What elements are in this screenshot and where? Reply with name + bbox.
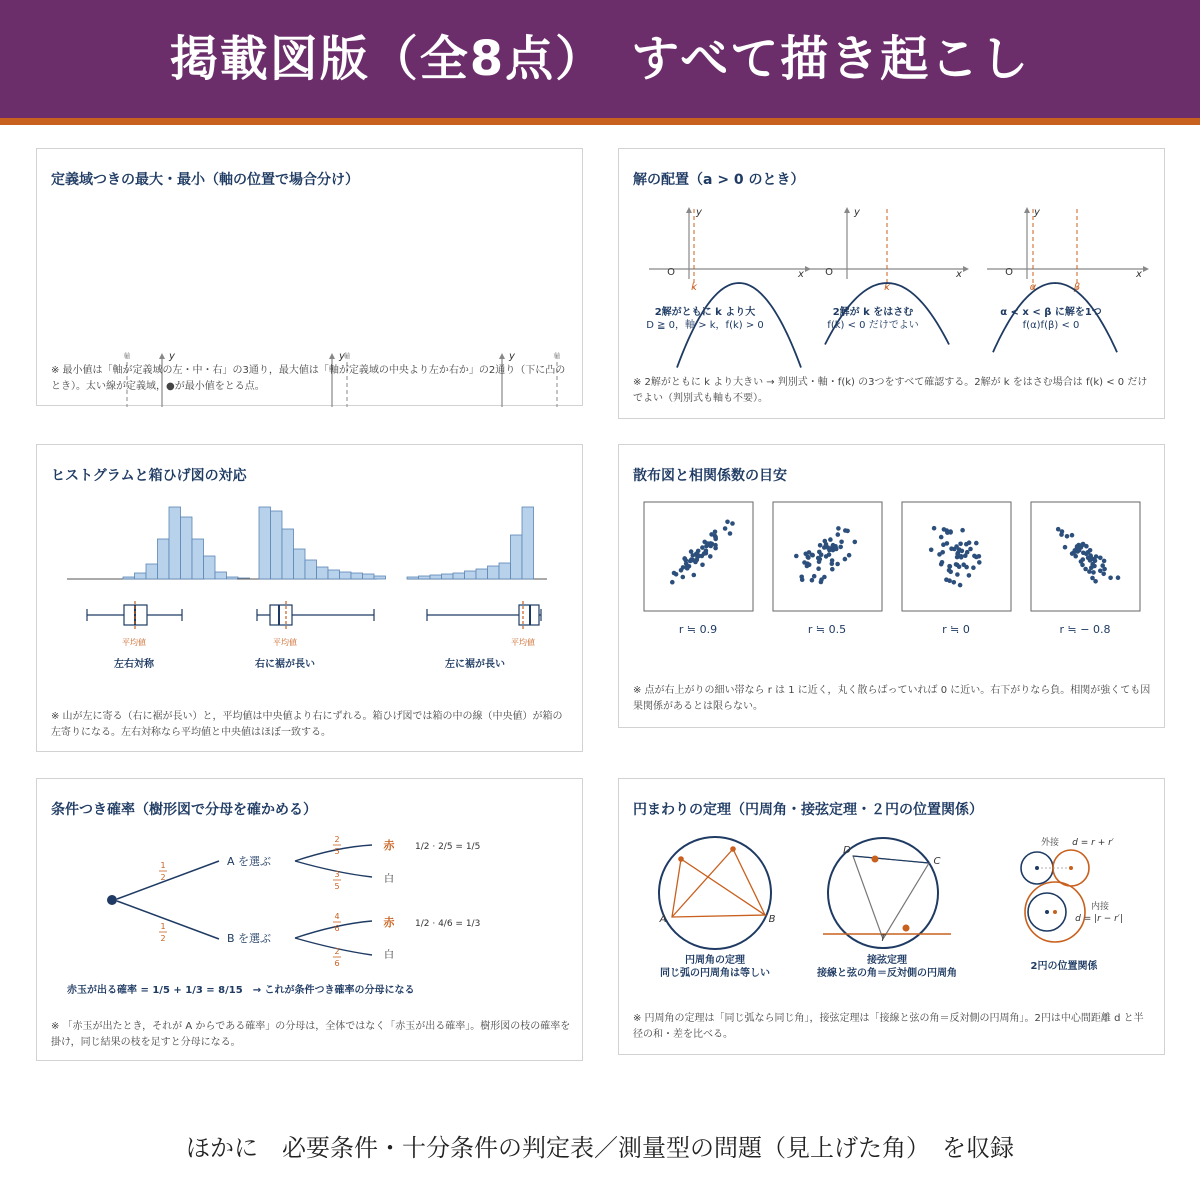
origin-label: O [667,267,675,278]
page-title: 掲載図版（全8点） すべて描き起こし [169,31,1031,87]
scatter-point [839,540,844,545]
y-axis-arrow [686,207,692,213]
caption-line-2: 同じ弧の円周角は等しい [660,968,770,979]
scatter-point [1083,567,1088,572]
card-note: ※ 最小値は「軸が定義域の左・中・右」の3通り，最大値は「軸が定義域の中央より左か右か」の2通り（下に凸のとき）。太い線が定義域，●が最小値をとる点。 [51,365,566,392]
scatter-point [702,540,707,545]
scatter-point [1063,545,1068,550]
branch-a-line [117,861,219,899]
scatter-point [845,529,850,534]
outcome-red-a: 赤 [383,839,395,852]
scatter-point [830,567,835,572]
scatter-point [1102,559,1107,564]
scatter-point [696,549,701,554]
scatter-point [835,562,840,567]
y-axis-arrow [1024,207,1030,213]
center-point [1069,866,1073,870]
origin-label: O [825,267,833,278]
scatter-point [692,573,697,578]
scatter-point [802,560,807,565]
tree-root-node [107,895,117,905]
histogram-caption: 右に裾が長い [255,659,315,670]
prob-a-numerator: 1 [160,861,166,870]
prob-b-white-numerator: 2 [334,947,340,956]
correlation-label: r ≒ 0.5 [807,623,847,636]
y-axis-label: y [339,351,345,362]
axis-of-symmetry-label: 軸 [343,352,351,360]
x-axis-label: x [956,269,962,280]
card-note: ※ 2解がともに k より大きい → 判別式・軸・f(k) の3つをすべて確認する。2解が k をはさむ場合は f(k) < 0 だけでよい（判別式も軸も不要）。 [633,377,1148,404]
prob-b-red-denominator: 6 [334,924,340,933]
scatter-point [843,557,848,562]
histogram-bar [499,563,511,579]
scatter-point [940,560,945,565]
scatter-point [947,564,952,569]
x-axis-label: x [798,269,804,280]
histogram-bar [215,572,227,579]
histogram-bar [158,539,170,579]
scatter-point [1065,534,1070,539]
y-axis-label: y [854,207,860,218]
x-axis-label: x [1136,269,1142,280]
marker-label: α [1029,282,1037,293]
histogram-bar [181,517,193,579]
card-note: ※ 円周角の定理は「同じ弧なら同じ角」，接弦定理は「接線と弦の角＝反対側の円周角」。2円は中心間距離 d と半径の和・差を比べる。 [633,1013,1144,1040]
scatter-point [1102,567,1107,572]
scatter-point [972,554,977,559]
scatter-point [697,554,702,559]
histogram-bar [192,539,204,579]
histogram-bar [465,571,477,579]
histogram-figure [37,445,584,753]
scatter-point [942,527,947,532]
scatter-point [834,546,839,551]
card-note: ※ 山が左に寄る（右に裾が長い）と，平均値は中央値より右にずれる。箱ひげ図では箱の中の線（中央値）が箱の左寄りになる。左右対称なら平均値と中央値はほぼ一致する。 [51,711,563,738]
scatter-point [713,537,718,542]
scatter-point [977,560,982,565]
scatter-point [810,553,815,558]
card-title: 散布図と相関係数の目安 [633,468,787,484]
y-axis-arrow [844,207,850,213]
y-axis-label: y [509,351,515,362]
scatter-point [1070,533,1075,538]
scatter-point [1108,576,1113,581]
scatter-point [1094,554,1099,559]
histogram-bar [294,549,306,579]
card-minmax [36,148,583,406]
scatter-point [679,568,684,573]
outcome-white-a: 白 [384,874,394,885]
caption-line-1: 2解がともに k より大 [654,307,756,318]
card-title: 解の配置（a > 0 のとき） [633,172,805,188]
histogram-bar [227,577,239,579]
histogram-bar [317,567,329,579]
axis-of-symmetry-label: 軸 [553,352,561,360]
histogram-bar [374,576,386,579]
scatter-point [1075,544,1080,549]
caption-line-2: f(k) < 0 だけでよい [827,320,919,331]
scatter-point [1073,554,1078,559]
card-title: 定義域つきの最大・最小（軸の位置で場合分け） [51,172,359,188]
histogram-caption: 左右対称 [114,659,154,670]
histogram-bar [305,560,317,579]
scatter-frame [1031,502,1140,611]
y-axis-label: y [169,351,175,362]
angle-marker [872,856,879,863]
center-point [1053,910,1057,914]
scatter-point [1073,548,1078,553]
scatter-point [960,549,965,554]
scatter-point [828,537,833,542]
prob-a-denominator: 2 [160,873,166,882]
card-probability [36,778,583,1061]
correlation-label: r ≒ 0 [942,623,970,636]
histogram-bar [453,573,465,579]
scatter-point [709,532,714,537]
scatter-point [1059,532,1064,537]
point-c-label: C [933,856,941,867]
card-title: 条件つき確率（樹形図で分母を確かめる） [51,802,317,818]
scatter-point [1056,527,1061,532]
scatter-point [730,521,735,526]
chord-dc [853,856,929,863]
scatter-point [1090,576,1095,581]
scatter-point [958,542,963,547]
scatter-point [974,541,979,546]
probability-summary: 赤玉が出る確率 = 1/5 + 1/3 = 8/15 → これが条件つき確率の分母になる [67,985,415,996]
scatter-point [958,583,963,588]
outer-tangent-label: 外接 [1040,838,1060,848]
scatter-point [967,573,972,578]
histogram-bar [204,556,216,579]
scatter-point [817,550,822,555]
point-b-label: B [768,914,776,925]
histogram-bar [430,575,442,579]
histogram-bar [407,577,419,579]
point-t-label: T [880,934,886,944]
scatter-point [807,563,812,568]
scatter-point [818,543,823,548]
histogram-bar [488,566,500,579]
histogram-bar [363,574,375,579]
inner-tangent-equation: d = |r − r′| [1075,914,1123,924]
scatter-point [725,520,730,525]
card-histogram [36,444,583,752]
scatter-point [1087,569,1092,574]
histogram-bar [259,507,271,579]
scatter-point [827,552,832,557]
scatter-point [971,565,976,570]
scatter-point [929,548,934,553]
x-axis-arrow [963,266,969,272]
scatter-point [704,548,709,553]
histogram-bar [442,574,454,579]
scatter-point [1092,564,1097,569]
scatter-point [964,565,969,570]
card-scatter [618,444,1165,728]
center-point [1045,910,1049,914]
scatter-point [947,568,952,573]
histogram-bar [351,573,363,579]
scatter-point [691,558,696,563]
scatter-point [812,574,817,579]
card-roots [618,148,1165,419]
header-accent-line [0,118,1200,125]
scatter-point [723,526,728,531]
scatter-point [1080,543,1085,548]
inscribed-angle-lines [672,849,765,917]
outcome-white-b: 白 [384,950,394,961]
scatter-point [830,558,835,563]
prob-a-white-denominator: 5 [334,882,340,891]
scatter-point [672,571,677,576]
inner-tangent-label: 内接 [1090,902,1110,912]
scatter-point [819,577,824,582]
scatter-point [700,563,705,568]
caption-line-2: 接線と弦の角＝反対側の円周角 [817,968,957,979]
y-axis-arrow [499,353,505,359]
card-title: 円まわりの定理（円周角・接弦定理・２円の位置関係） [633,802,983,818]
node-a-label: A を選ぶ [226,855,272,868]
marker-label: β [1073,282,1081,293]
scatter-point [800,577,805,582]
scatter-point [932,526,937,531]
scatter-point [939,535,944,540]
scatter-point [853,540,858,545]
scatter-point [968,547,973,552]
histogram-bar [282,529,294,579]
scatter-point [967,540,972,545]
scatter-point [794,554,799,559]
scatter-point [824,542,829,547]
scatter-point [728,531,733,536]
scatter-point [700,545,705,550]
scatter-point [1088,548,1093,553]
scatter-point [689,549,694,554]
outer-tangent-equation: d = r + r′ [1072,838,1114,848]
histogram-bar [511,535,523,579]
scatter-point [955,572,960,577]
marker-label: k [884,282,890,293]
histogram-bar [328,570,340,579]
histogram-bar [340,572,352,579]
scatter-point [1098,569,1103,574]
scatter-point [963,553,968,558]
caption-line-2: D ≧ 0，軸 > k，f(k) > 0 [646,320,764,331]
histogram-bar [271,511,283,579]
box [270,605,292,625]
scatter-point [1093,558,1098,563]
outcome-red-b: 赤 [383,916,395,929]
scatter-point [708,554,713,559]
card-title: ヒストグラムと箱ひげ図の対応 [51,468,247,484]
scatter-point [682,556,687,561]
histogram-bar [135,573,147,579]
scatter-point [1089,555,1094,560]
histogram-bar [476,569,488,579]
y-axis-arrow [329,353,335,359]
scatter-point [940,550,945,555]
footer-text: ほかに 必要条件・十分条件の判定表／測量型の問題（見上げた角） を収録 [186,1134,1014,1162]
caption-line-1: 2解が k をはさむ [832,307,914,318]
caption-line-1: 円周角の定理 [685,955,745,966]
scatter-point [710,542,715,547]
histogram-bar [522,507,534,579]
histogram-bar [146,564,158,579]
x-axis-arrow [1143,266,1149,272]
prob-b-denominator: 2 [160,934,166,943]
scatter-point [952,580,957,585]
y-axis-label: y [696,207,702,218]
prob-a-white-numerator: 3 [334,870,340,879]
histogram-bar [419,576,431,579]
prob-b-white-denominator: 6 [334,959,340,968]
y-axis-label: y [1034,207,1040,218]
chord-triangle [853,856,929,939]
vertex-point [678,856,684,862]
branch-b-line [117,901,219,939]
scatter-point [1081,557,1086,562]
scatter-point [838,545,843,550]
histogram-bar [123,577,135,579]
scatter-point [836,526,841,531]
caption-line-1: 2円の位置関係 [1030,961,1098,972]
scatter-point [1098,556,1103,561]
scatter-point [806,555,811,560]
correlation-label: r ≒ 0.9 [678,623,718,636]
scatter-point [1081,551,1086,556]
scatter-point [957,564,962,569]
mean-label: 平均値 [273,638,297,647]
card-note: ※ 点が右上がりの細い帯なら r は 1 に近く，丸く散らばっていれば 0 に近い。右下がりなら負。相関が強くても因果関係があるとは限らない。 [633,685,1151,712]
scatter-point [836,532,841,537]
axis-of-symmetry-label: 軸 [123,352,131,360]
scatter-point [847,553,852,558]
prob-b-red-numerator: 4 [334,912,340,921]
result-b: 1/2 · 4/6 = 1/3 [415,919,481,929]
scatter-point [817,559,822,564]
card-note: ※ 「赤玉が出たとき，それが A からである確率」の分母は，全体ではなく「赤玉が出る確率」。樹形図の枝の確率を掛け，同じ結果の枝を足すと分母になる。 [51,1021,571,1048]
scatter-point [945,530,950,535]
scatter-point [955,555,960,560]
prob-a-red-denominator: 5 [334,847,340,856]
origin-label: O [1005,267,1013,278]
prob-a-red-numerator: 2 [334,835,340,844]
scatter-point [670,580,675,585]
point-d-label: D [843,845,851,856]
caption-line-2: f(α)f(β) < 0 [1022,320,1080,331]
vertex-point [730,846,736,852]
scatter-point [1091,570,1096,575]
result-a: 1/2 · 2/5 = 1/5 [415,842,481,852]
histogram-caption: 左に裾が長い [445,659,505,670]
scatter-point [810,578,815,583]
scatter-point [941,542,946,547]
caption-line-1: α < x < β に解を1つ [1000,307,1102,318]
scatter-point [947,578,952,583]
caption-line-1: 接弦定理 [867,955,907,966]
correlation-label: r ≒ − 0.8 [1059,623,1111,636]
scatter-point [681,575,686,580]
center-point [1035,866,1039,870]
scatter-point [704,544,709,549]
card-circle [618,778,1165,1055]
scatter-point [949,546,954,551]
mean-label: 平均値 [122,638,146,647]
y-axis-arrow [159,353,165,359]
scatter-point [960,528,965,533]
node-b-label: B を選ぶ [226,932,272,945]
point-a-label: A [659,914,667,925]
scatter-point [816,566,821,571]
scatter-point [1116,575,1121,580]
scatter-point [685,566,690,571]
histogram-bar [169,507,181,579]
angle-marker [903,925,910,932]
marker-label: k [691,282,697,293]
prob-b-numerator: 1 [160,922,166,931]
mean-label: 平均値 [511,638,535,647]
